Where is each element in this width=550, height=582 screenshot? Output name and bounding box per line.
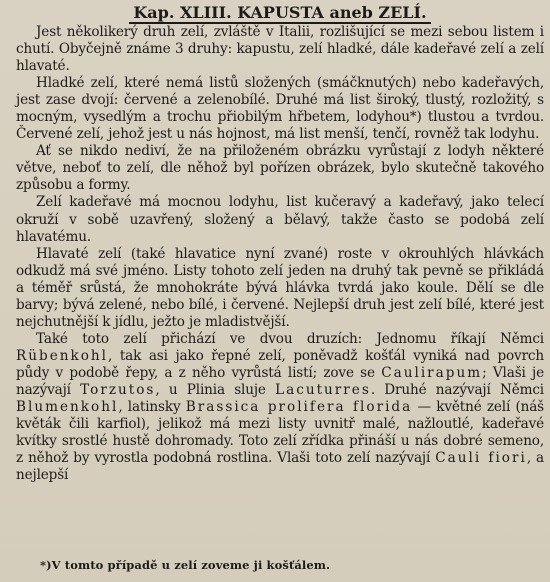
text-segment: , a nejlepší	[16, 450, 545, 484]
text-segment: , latinsky	[118, 399, 181, 416]
chapter-body	[16, 24, 544, 484]
chapter-title-text: Kap. XLIII. KAPUSTA aneb ZELÍ.	[129, 3, 430, 24]
paragraph-kinds-of-cabbage: Jest několikerý druh zelí, zvláště v Italii, rozlišující se mezi sebou listem i chutí. Obyčejně známe 3 druhy: kapustu, zelí hladké, dále kadeřavé zelí a zelí hlavaté.	[16, 24, 544, 75]
term-blumenkohl: Blumenkohl	[16, 399, 119, 416]
text-segment: , u Plinia sluje	[155, 381, 266, 398]
term-cauli-fiori: Cauli fiori	[435, 450, 527, 467]
term-caulirapum: Caulirapum	[381, 364, 483, 381]
paragraph-curly-cabbage: Zelí kadeřavé má mocnou lodyhu, list kučeravý a kadeřavý, jako telecí okruží v sobě uzavřený, složený a bělavý, takže často se podobá zelí hlavatému.	[16, 194, 544, 245]
paragraph-two-kinds	[16, 331, 544, 484]
text-segment: . Druhé nazývají Němci	[370, 381, 544, 398]
footnote: *)V tomto případě u zelí zoveme ji košťálem.	[40, 558, 331, 572]
paragraph-head-cabbage: Hlavaté zelí (také hlavatice nyní zvané) roste v okrouhlých hlávkách odkudž má své jméno. Listy tohoto zelí jeden na druhý tak pevně se přikládá a téměř srůstá, že mnohokráte bývá hlávka tvrdá jako koule. Dělí se dle barvy; bývá zelené, nebo bílé, i červené. Nejlepší druh jest zelí bílé, které jest nejchutnější k jídlu, ježto je mladistvější.	[16, 245, 544, 330]
term-lacuturres: Lacuturres	[275, 381, 371, 398]
text-segment: Také toto zelí přichází ve dvou druzích: Jednomu říkají Němci	[36, 330, 544, 347]
term-brassica: Brassica prolifera florida	[185, 399, 413, 416]
text-segment: ; Vlaši je nazývají	[16, 364, 545, 398]
chapter-title	[16, 3, 544, 22]
text-segment: , tak asi jako řepné zelí, poněvadž košťál vyniká nad povrch půdy v podobě řepy, a z něho vyrůstá listí; zove se	[16, 347, 544, 381]
term-rubenkohl: Rübenkohl	[16, 347, 109, 364]
paragraph-branches-note: Ať se nikdo nediví, že na přiloženém obrázku vyrůstají z lodyh některé větve, neboť to zelí, dle něhož byl pořízen obrázek, bylo skutečně takového způsobu a formy.	[16, 143, 544, 194]
text-segment: — květné zelí (náš květák čili karfiol), jelikož má mezi listy uvnitř malé, nažloutlé, kadeřavé kvítky srostlé hustě dohromady. Toto zelí zřídka přináší u nás dobré semeno, z něhož by vyrostla podobná rostlina. Vlaši toto zelí nazývají	[16, 399, 545, 467]
paragraph-smooth-cabbage: Hladké zelí, které nemá listů složených (smáčknutých) nebo kadeřavých, jest zase dvojí: červené a zelenobílé. Druhé má list široký, tlustý, rozložitý, s mocným, vysedlým a trochu přiobilým hřbetem, lodyhou*) tlustou a tvrdou. Červené zelí, jehož jest u nás hojnost, má list menší, tenčí, rovněž tak lodyhu.	[16, 75, 544, 143]
term-torzutos: Torzutos	[80, 381, 156, 398]
